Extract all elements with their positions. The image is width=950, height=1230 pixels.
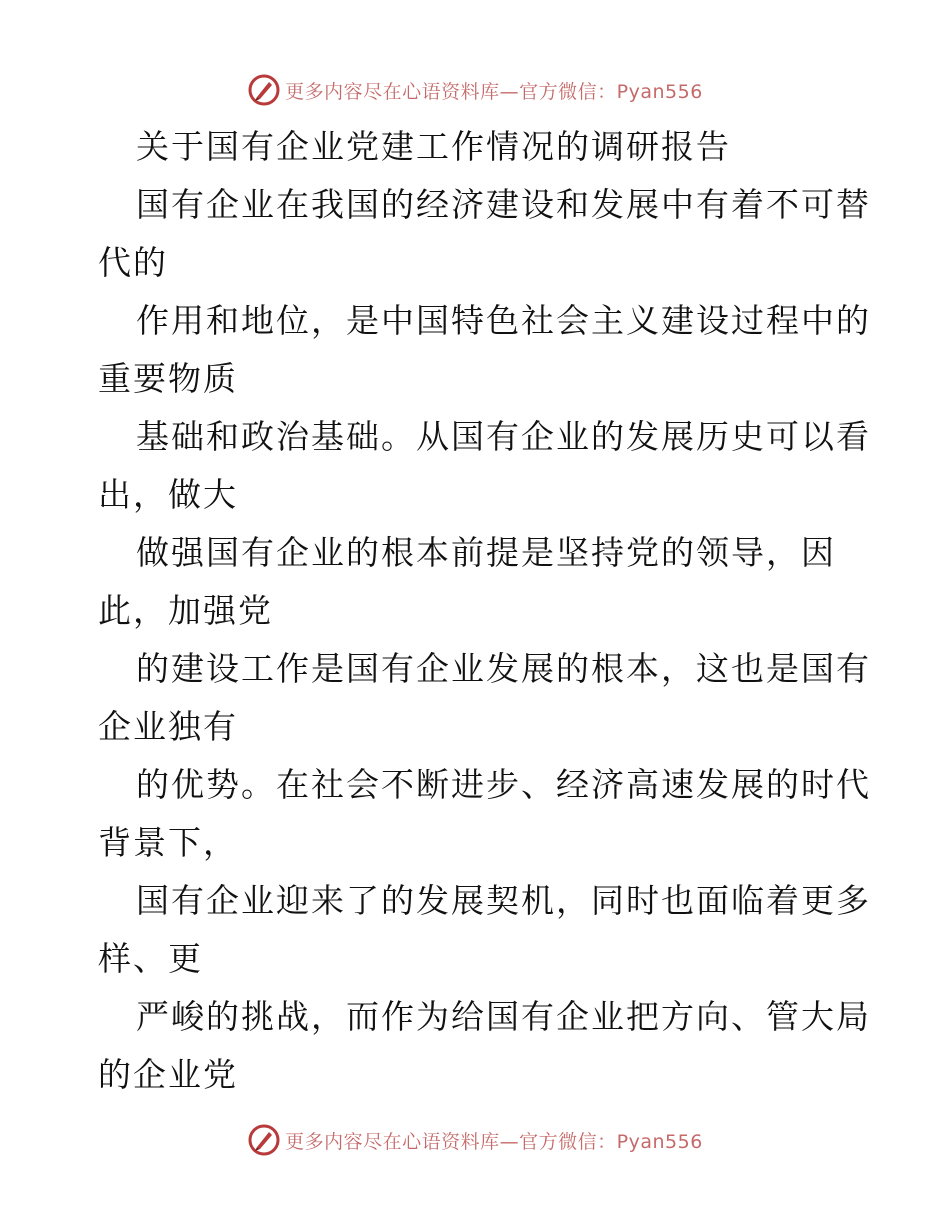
text-line: 做强国有企业的根本前提是坚持党的领导，因 — [136, 533, 836, 572]
text-line: 国有企业在我国的经济建设和发展中有着不可替 — [136, 185, 871, 224]
header-banner — [0, 68, 950, 112]
text-line: 的优势。在社会不断进步、经济高速发展的时代 — [136, 765, 871, 804]
footer-banner-text: 更多内容尽在心语资料库—官方微信：Pyan556 — [285, 1130, 703, 1153]
document-body — [98, 118, 871, 1104]
text-line: 样、更 — [98, 939, 203, 978]
header-banner-text: 更多内容尽在心语资料库—官方微信：Pyan556 — [285, 80, 703, 103]
text-line: 的建设工作是国有企业发展的根本，这也是国有 — [136, 649, 871, 688]
text-line: 企业独有 — [98, 707, 238, 746]
text-line: 基础和政治基础。从国有企业的发展历史可以看 — [136, 417, 871, 456]
text-line: 作用和地位，是中国特色社会主义建设过程中的 — [136, 301, 871, 340]
pen-logo-icon — [247, 1123, 281, 1157]
text-line: 代的 — [98, 243, 168, 282]
text-line: 出，做大 — [98, 475, 238, 514]
text-line: 国有企业迎来了的发展契机，同时也面临着更多 — [136, 881, 871, 920]
pen-logo-icon — [247, 73, 281, 107]
text-line: 此，加强党 — [98, 591, 273, 630]
footer-banner — [0, 1118, 950, 1162]
text-line: 的企业党 — [98, 1055, 238, 1094]
text-line: 严峻的挑战，而作为给国有企业把方向、管大局 — [136, 997, 871, 1036]
text-line: 背景下， — [98, 823, 238, 862]
text-line: 重要物质 — [98, 359, 238, 398]
document-title: 关于国有企业党建工作情况的调研报告 — [136, 127, 731, 166]
